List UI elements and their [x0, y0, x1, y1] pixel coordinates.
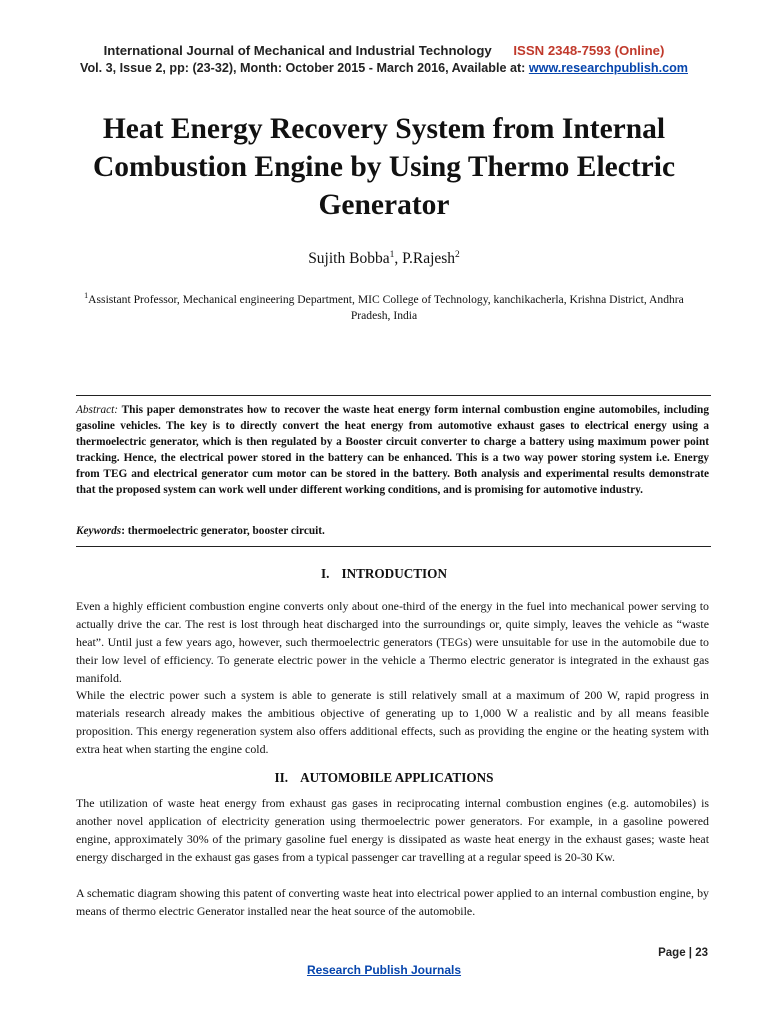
body-paragraph: While the electric power such a system is able to generate is still relatively small at a maximum of 200 W, rapid progress in materials research already makes the ambitious objective of generating up to 1,000 W a realistic and by all means feasible proposition. This energy regeneration system also offers additional effects, such as providing the engine or the heating system with extra heat when starting the engine cold. [76, 688, 709, 757]
section-heading-introduction [0, 566, 768, 582]
abstract-text: This paper demonstrates how to recover the waste heat energy form internal combustion engine automobiles, including gasoline vehicles. The key is to directly convert the heat energy from automotive exhaust gases to electrical energy using a thermoelectric generator, which is then regulated by a Booster circuit converter to charge a battery using maximum power point tracking. Hence, the electrical power stored in the battery can be enhanced. This is a two way power storing system i.e. Energy from TEG and electrical generator cum motor can be stored in the battery. Both analysis and experimental results demonstrate that the proposed system can work well under different working conditions, and is promising for automotive industry. [76, 404, 709, 497]
issue-info: Vol. 3, Issue 2, pp: (23-32), Month: October 2015 - March 2016, Available at: [80, 61, 529, 75]
section-number: I. [321, 566, 330, 581]
keywords-label: Keywords [76, 525, 122, 537]
journal-website-link[interactable]: www.researchpublish.com [528, 61, 688, 75]
abstract [76, 402, 709, 499]
abstract-top-rule [76, 395, 711, 396]
section-heading-automobile-applications [0, 770, 768, 786]
issue-info-line [0, 61, 768, 75]
publisher-link[interactable]: Research Publish Journals [306, 963, 462, 977]
author-affiliation-mark: 2 [455, 250, 460, 260]
body-paragraph: A schematic diagram showing this patent of converting waste heat into electrical power applied to an internal combustion engine, by means of thermo electric Generator installed near the heat source of the automobile. [76, 886, 709, 919]
section-title: INTRODUCTION [341, 566, 447, 581]
page-number: Page | 23 [658, 947, 708, 959]
body-paragraph: Even a highly efficient combustion engine converts only about one-third of the energy in the fuel into mechanical power serving to actually drive the car. The rest is lost through heat discharged into the surroundings or, quite simply, leaves the vehicle as “waste heat”. Until just a few years ago, however, such thermoelectric generators (TEGs) were unsuitable for use in the automobile due to their low level of efficiency. To generate electric power in the vehicle a Thermo electric generator is integrated in the exhaust gas manifold. [76, 599, 709, 686]
affiliation-mark: 1 [84, 291, 89, 300]
journal-header [0, 43, 768, 58]
author-name: P.Rajesh [402, 250, 456, 268]
body-paragraph: The utilization of waste heat energy from exhaust gas gases in reciprocating internal combustion engines (e.g. automobiles) is another novel application of electricity generation using thermoelectric power generators. For example, in a gasoline powered engine, approximately 30% of the primary gasoline fuel energy is dissipated as waste heat energy in the exhaust gases; waste heat energy discharged in the exhaust gas gases from a typical passenger car travelling at a regular speed is 20-30 Kw. [76, 796, 709, 865]
page-footer [0, 963, 768, 977]
abstract-bottom-rule [76, 546, 711, 547]
section-number: II. [274, 770, 289, 785]
affiliation [70, 288, 698, 324]
author-list [0, 250, 768, 268]
author-affiliation-mark: 1 [389, 250, 395, 260]
author-separator: , [394, 250, 403, 268]
author-name: Sujith Bobba [308, 250, 390, 268]
keywords-text: : thermoelectric generator, booster circuit. [121, 525, 325, 537]
keywords [76, 525, 709, 537]
section-title: AUTOMOBILE APPLICATIONS [300, 770, 494, 785]
affiliation-text: Assistant Professor, Mechanical engineering Department, MIC College of Technology, kanchikacherla, Krishna District, Andhra Pradesh, India [88, 292, 684, 322]
paper-title: Heat Energy Recovery System from Internal Combustion Engine by Using Thermo Electric Generator [92, 113, 676, 221]
journal-name: International Journal of Mechanical and Industrial Technology [103, 43, 492, 58]
abstract-label: Abstract: [76, 404, 119, 416]
issn: ISSN 2348-7593 (Online) [513, 43, 665, 58]
